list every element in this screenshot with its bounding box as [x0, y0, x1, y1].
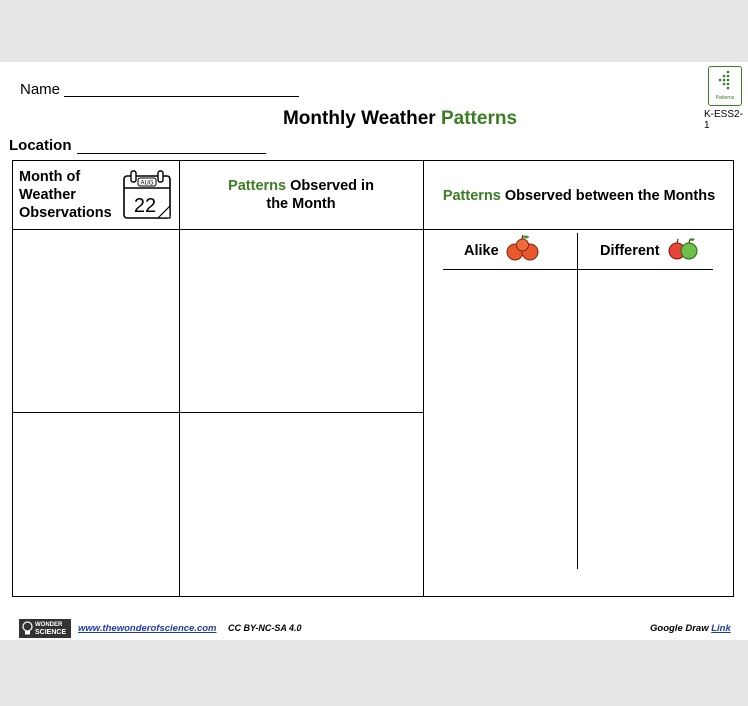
col2-rest1: Observed in [290, 178, 374, 194]
header-divider [13, 229, 733, 230]
alike-label: Alike [464, 243, 499, 259]
standard-code: K-ESS2-1 [704, 109, 743, 131]
badge-label: Patterns [715, 95, 735, 101]
observation-table [12, 160, 734, 597]
google-draw-credit [650, 623, 731, 634]
website-link[interactable]: www.thewonderofscience.com [78, 623, 217, 634]
alike-different-divider [577, 233, 578, 569]
google-draw-label: Google Draw [650, 623, 709, 634]
apples-different-icon [667, 236, 699, 262]
google-draw-link[interactable]: Link [711, 623, 731, 634]
col-month-header [19, 168, 112, 222]
title-patterns: Patterns [440, 108, 518, 129]
wonder-of-science-logo [19, 619, 71, 638]
apples-alike-icon [505, 234, 541, 264]
col-divider-2 [423, 161, 424, 596]
calendar-icon [122, 169, 172, 221]
location-label: Location [9, 137, 72, 154]
col-month-header-line3: Observations [19, 205, 112, 221]
col-month-patterns-line1 [179, 177, 423, 195]
license-text: CC BY-NC-SA 4.0 [228, 623, 302, 633]
col3-rest: Observed between the Months [504, 188, 716, 204]
worksheet-page [0, 62, 748, 640]
col-month-patterns-line2: the Month [266, 196, 336, 212]
lightbulb-icon [22, 621, 33, 636]
col-month-patterns-header [179, 177, 423, 213]
patterns-icon [709, 67, 741, 95]
patterns-badge [708, 66, 742, 106]
calendar-day-text: 22 [133, 195, 157, 217]
alike-different-underline [443, 269, 713, 270]
logo-line2: SCIENCE [35, 629, 67, 636]
name-field-line[interactable] [64, 96, 299, 97]
name-label: Name [20, 81, 61, 98]
col-divider-1 [179, 161, 180, 596]
logo-line1: WONDER [35, 622, 63, 628]
col-month-header-line2: Weather [19, 187, 76, 203]
col2-green-word: Patterns [228, 178, 287, 194]
col-between-header [424, 187, 734, 205]
row-divider [13, 412, 424, 413]
col-month-header-line1: Month of [19, 169, 81, 185]
page-title [0, 108, 748, 130]
col3-green-word: Patterns [442, 188, 501, 204]
calendar-month-text: AUG [140, 180, 154, 187]
location-field-line[interactable] [77, 153, 266, 154]
title-main: Monthly Weather [282, 108, 436, 129]
different-label: Different [600, 243, 660, 259]
